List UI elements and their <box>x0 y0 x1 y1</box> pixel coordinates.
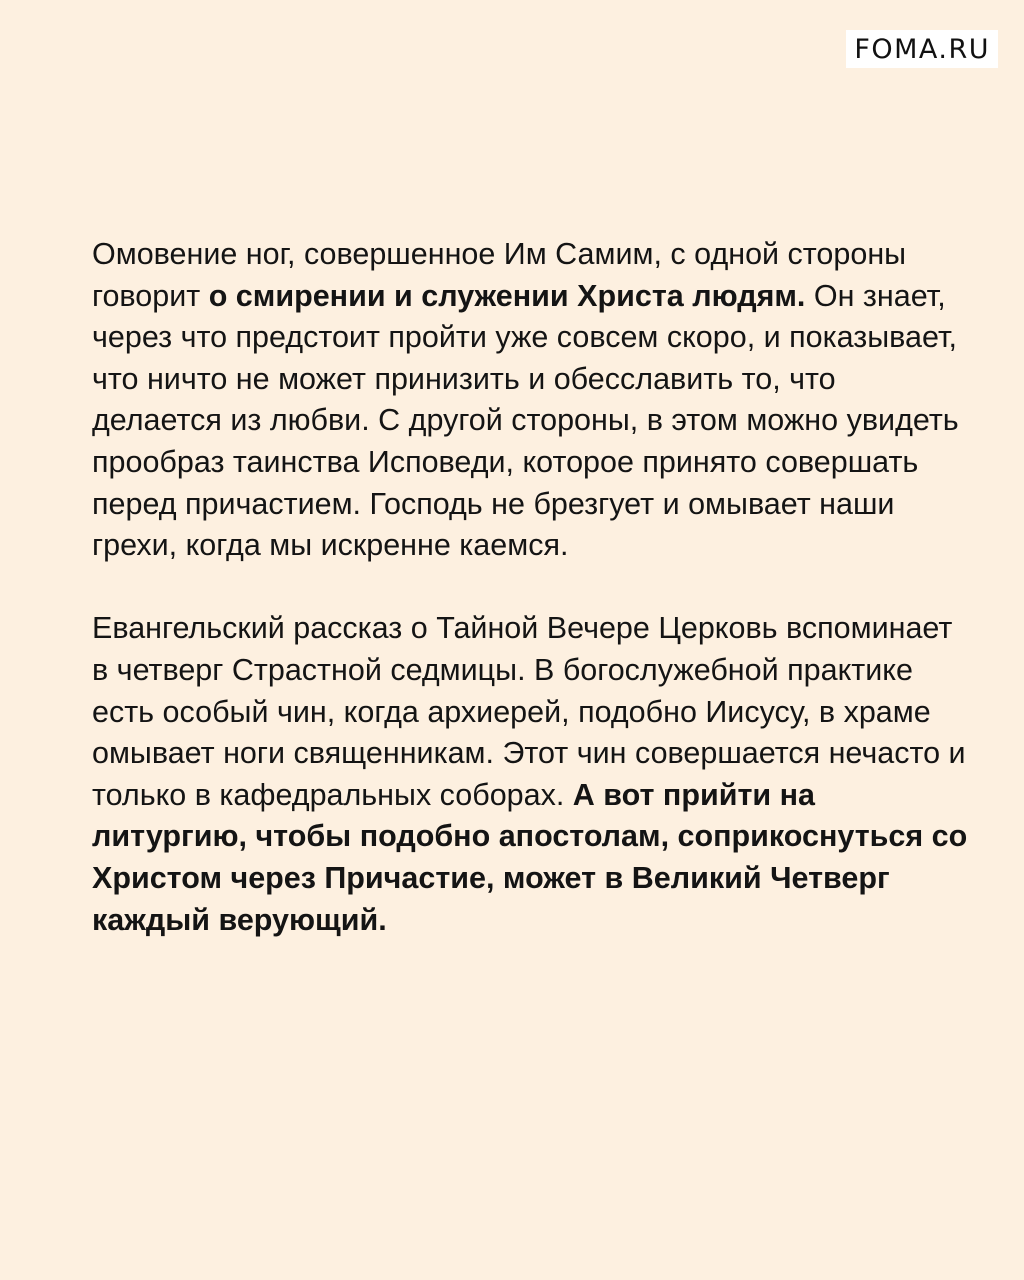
paragraph-1 <box>92 234 972 567</box>
paragraph-2-text: Евангельский рассказ о Тайной Вечере Церковь вспоминает в четверг Страстной седмицы. В богослужебной практике есть особый чин, когда архиерей, подобно Иисусу, в храме омывает ноги священникам. Этот чин совершается нечасто и только в кафедральных соборах. <box>92 611 966 812</box>
paragraph-2 <box>92 608 972 941</box>
foma-logo[interactable]: FOMA.RU <box>846 30 998 68</box>
paragraph-1-emphasis: о смирении и служении Христа людям. <box>208 278 806 313</box>
paragraph-1-text-start: Омовение ног, совершенное Им Самим, с одной стороны говорит <box>92 237 907 313</box>
paragraph-2-emphasis: А вот прийти на литургию, чтобы подобно апостолам, соприкоснуться со Христом через Причастие, может в Великий Четверг каждый верующий. <box>92 777 968 937</box>
article-body <box>92 234 972 941</box>
paragraph-1-text-end: Он знает, через что предстоит пройти уже совсем скоро, и показывает, что ничто не может принизить и обесславить то, что делается из любви. С другой стороны, в этом можно увидеть прообраз таинства Исповеди, которое принято совершать перед причастием. Господь не брезгует и омывает наши грехи, когда мы искренне каемся. <box>92 278 959 563</box>
